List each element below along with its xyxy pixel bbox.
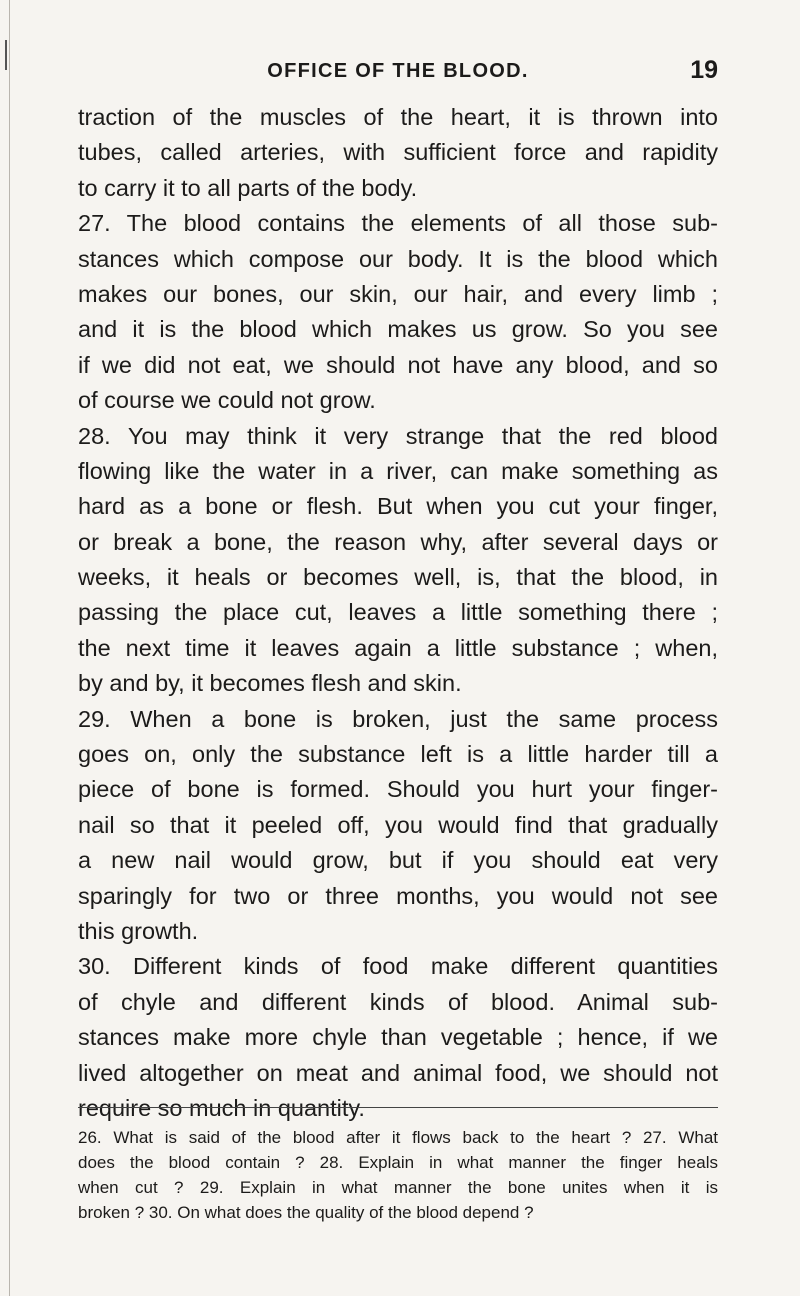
text-line: require so much in quantity. xyxy=(78,1094,365,1121)
text-line: lived altogether on meat and animal food, we should not xyxy=(78,1059,718,1086)
text-line: this growth. xyxy=(78,917,199,944)
text-line: flowing like the water in a river, can make something as xyxy=(78,457,718,484)
text-line: of course we could not grow. xyxy=(78,387,376,414)
text-line: piece of bone is formed. Should you hurt your finger- xyxy=(78,776,718,803)
text-line: to carry it to all parts of the body. xyxy=(78,174,418,201)
text-line: the next time it leaves again a little substance ; when, xyxy=(78,634,718,661)
text-line: 27. The blood contains the elements of all those sub- xyxy=(78,210,718,237)
text-line: 30. Different kinds of food make different quantities xyxy=(78,953,718,980)
text-line: by and by, it becomes flesh and skin. xyxy=(78,670,462,697)
page-edge-mark xyxy=(5,40,7,70)
text-line: or break a bone, the reason why, after several days or xyxy=(78,528,718,555)
text-line: weeks, it heals or becomes well, is, that the blood, in xyxy=(78,564,718,591)
footnote-line: broken ? 30. On what does the quality of the blood depend ? xyxy=(78,1203,534,1222)
page-edge-line xyxy=(9,0,10,1296)
text-line: hard as a bone or flesh. But when you cut your finger, xyxy=(78,493,718,520)
running-title: OFFICE OF THE BLOOD. xyxy=(267,60,529,82)
text-line: traction of the muscles of the heart, it is thrown into xyxy=(78,104,718,130)
body-text xyxy=(78,100,718,1126)
text-line: sparingly for two or three months, you would not see xyxy=(78,882,718,909)
footnotes xyxy=(78,1125,718,1225)
text-line: of chyle and different kinds of blood. Animal sub- xyxy=(78,988,718,1015)
footnote-divider xyxy=(78,1107,718,1108)
text-line: tubes, called arteries, with sufficient force and rapidity xyxy=(78,139,718,166)
footnote-line: does the blood contain ? 28. Explain in what manner the finger heals xyxy=(78,1153,718,1172)
text-line: passing the place cut, leaves a little something there ; xyxy=(78,599,718,626)
footnote-line: when cut ? 29. Explain in what manner the bone unites when it is xyxy=(78,1178,718,1197)
text-line: 28. You may think it very strange that the red blood xyxy=(78,422,718,449)
footnote-line: 26. What is said of the blood after it flows back to the heart ? 27. What xyxy=(78,1128,718,1147)
running-header xyxy=(78,56,718,86)
text-line: goes on, only the substance left is a little harder till a xyxy=(78,741,718,768)
text-line: makes our bones, our skin, our hair, and every limb ; xyxy=(78,280,718,307)
text-line: stances which compose our body. It is the blood which xyxy=(78,245,718,272)
page-number: 19 xyxy=(690,56,718,84)
text-line: 29. When a bone is broken, just the same process xyxy=(78,705,718,732)
text-line: nail so that it peeled off, you would find that gradually xyxy=(78,811,718,838)
text-line: if we did not eat, we should not have any blood, and so xyxy=(78,351,718,378)
text-line: and it is the blood which makes us grow. So you see xyxy=(78,316,718,343)
text-line: stances make more chyle than vegetable ; hence, if we xyxy=(78,1024,718,1051)
text-line: a new nail would grow, but if you should eat very xyxy=(78,847,718,874)
